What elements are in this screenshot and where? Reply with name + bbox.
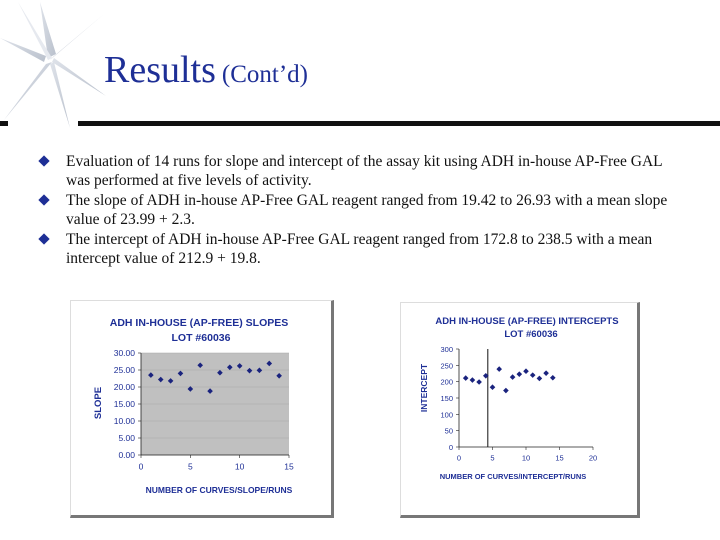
title-rule [78,121,720,126]
plot-area [114,348,294,472]
x-tick-label: 15 [555,453,564,463]
y-tick-label: 20.00 [113,382,135,392]
x-tick-label: 0 [456,453,462,463]
y-tick-label: 0.00 [118,450,135,460]
chart-subtitle: LOT #60036 [171,332,231,344]
intercepts-chart [401,303,637,515]
plot-area [440,345,597,463]
y-tick-label: 50 [444,426,453,436]
slopes-chart-panel [70,300,334,518]
bullet-text: The slope of ADH in-house AP-Free GAL reagent ranged from 19.42 to 26.93 with a mean slope value of 23.99 + 2.3. [66,192,668,228]
y-tick-label: 30.00 [113,348,135,358]
chart-title: ADH IN-HOUSE (AP-FREE) SLOPES [109,317,289,329]
chart-title: ADH IN-HOUSE (AP-FREE) INTERCEPTS [435,316,619,327]
y-tick-label: 100 [440,410,453,420]
intercepts-chart-panel [400,302,640,518]
y-tick-label: 300 [440,345,453,354]
slopes-chart [71,301,331,515]
bullet-text: Evaluation of 14 runs for slope and intercept of the assay kit using ADH in-house AP-Free GAL was performed at five levels of activity. [66,153,663,189]
chart-subtitle: LOT #60036 [504,329,558,340]
y-tick-label: 15.00 [113,399,135,409]
starburst-logo [0,0,110,130]
bullet-item [38,152,678,190]
title-main: Results [104,49,216,91]
page-title [104,48,308,92]
title-rule-left [0,121,8,126]
bullet-list [38,152,678,269]
y-axis-label: INTERCEPT [419,363,429,413]
diamond-bullet-icon [38,233,49,244]
x-tick-label: 5 [187,461,193,472]
y-axis-label: SLOPE [93,386,104,420]
x-tick-label: 15 [284,461,294,472]
diamond-bullet-icon [38,155,49,166]
x-axis-label: NUMBER OF CURVES/SLOPE/RUNS [145,485,293,495]
x-tick-label: 0 [138,461,144,472]
plot-background [459,349,593,447]
bullet-item [38,230,678,268]
bullet-item [38,191,678,229]
title-suffix: (Cont’d) [221,61,309,88]
y-tick-label: 25.00 [113,365,135,375]
x-tick-label: 10 [521,453,531,463]
x-tick-label: 10 [234,461,245,472]
y-tick-label: 250 [440,361,453,371]
y-tick-label: 5.00 [118,433,135,443]
bullet-text: The intercept of ADH in-house AP-Free GAL reagent ranged from 172.8 to 238.5 with a mean intercept value of 212.9 + 19.8. [66,231,653,267]
diamond-bullet-icon [38,194,49,205]
x-axis-label: NUMBER OF CURVES/INTERCEPT/RUNS [439,472,587,481]
y-tick-label: 0 [448,443,453,452]
x-tick-label: 5 [490,453,495,463]
x-tick-label: 20 [588,453,598,463]
y-tick-label: 150 [440,394,453,403]
y-tick-label: 200 [440,377,453,387]
y-tick-label: 10.00 [113,416,135,426]
